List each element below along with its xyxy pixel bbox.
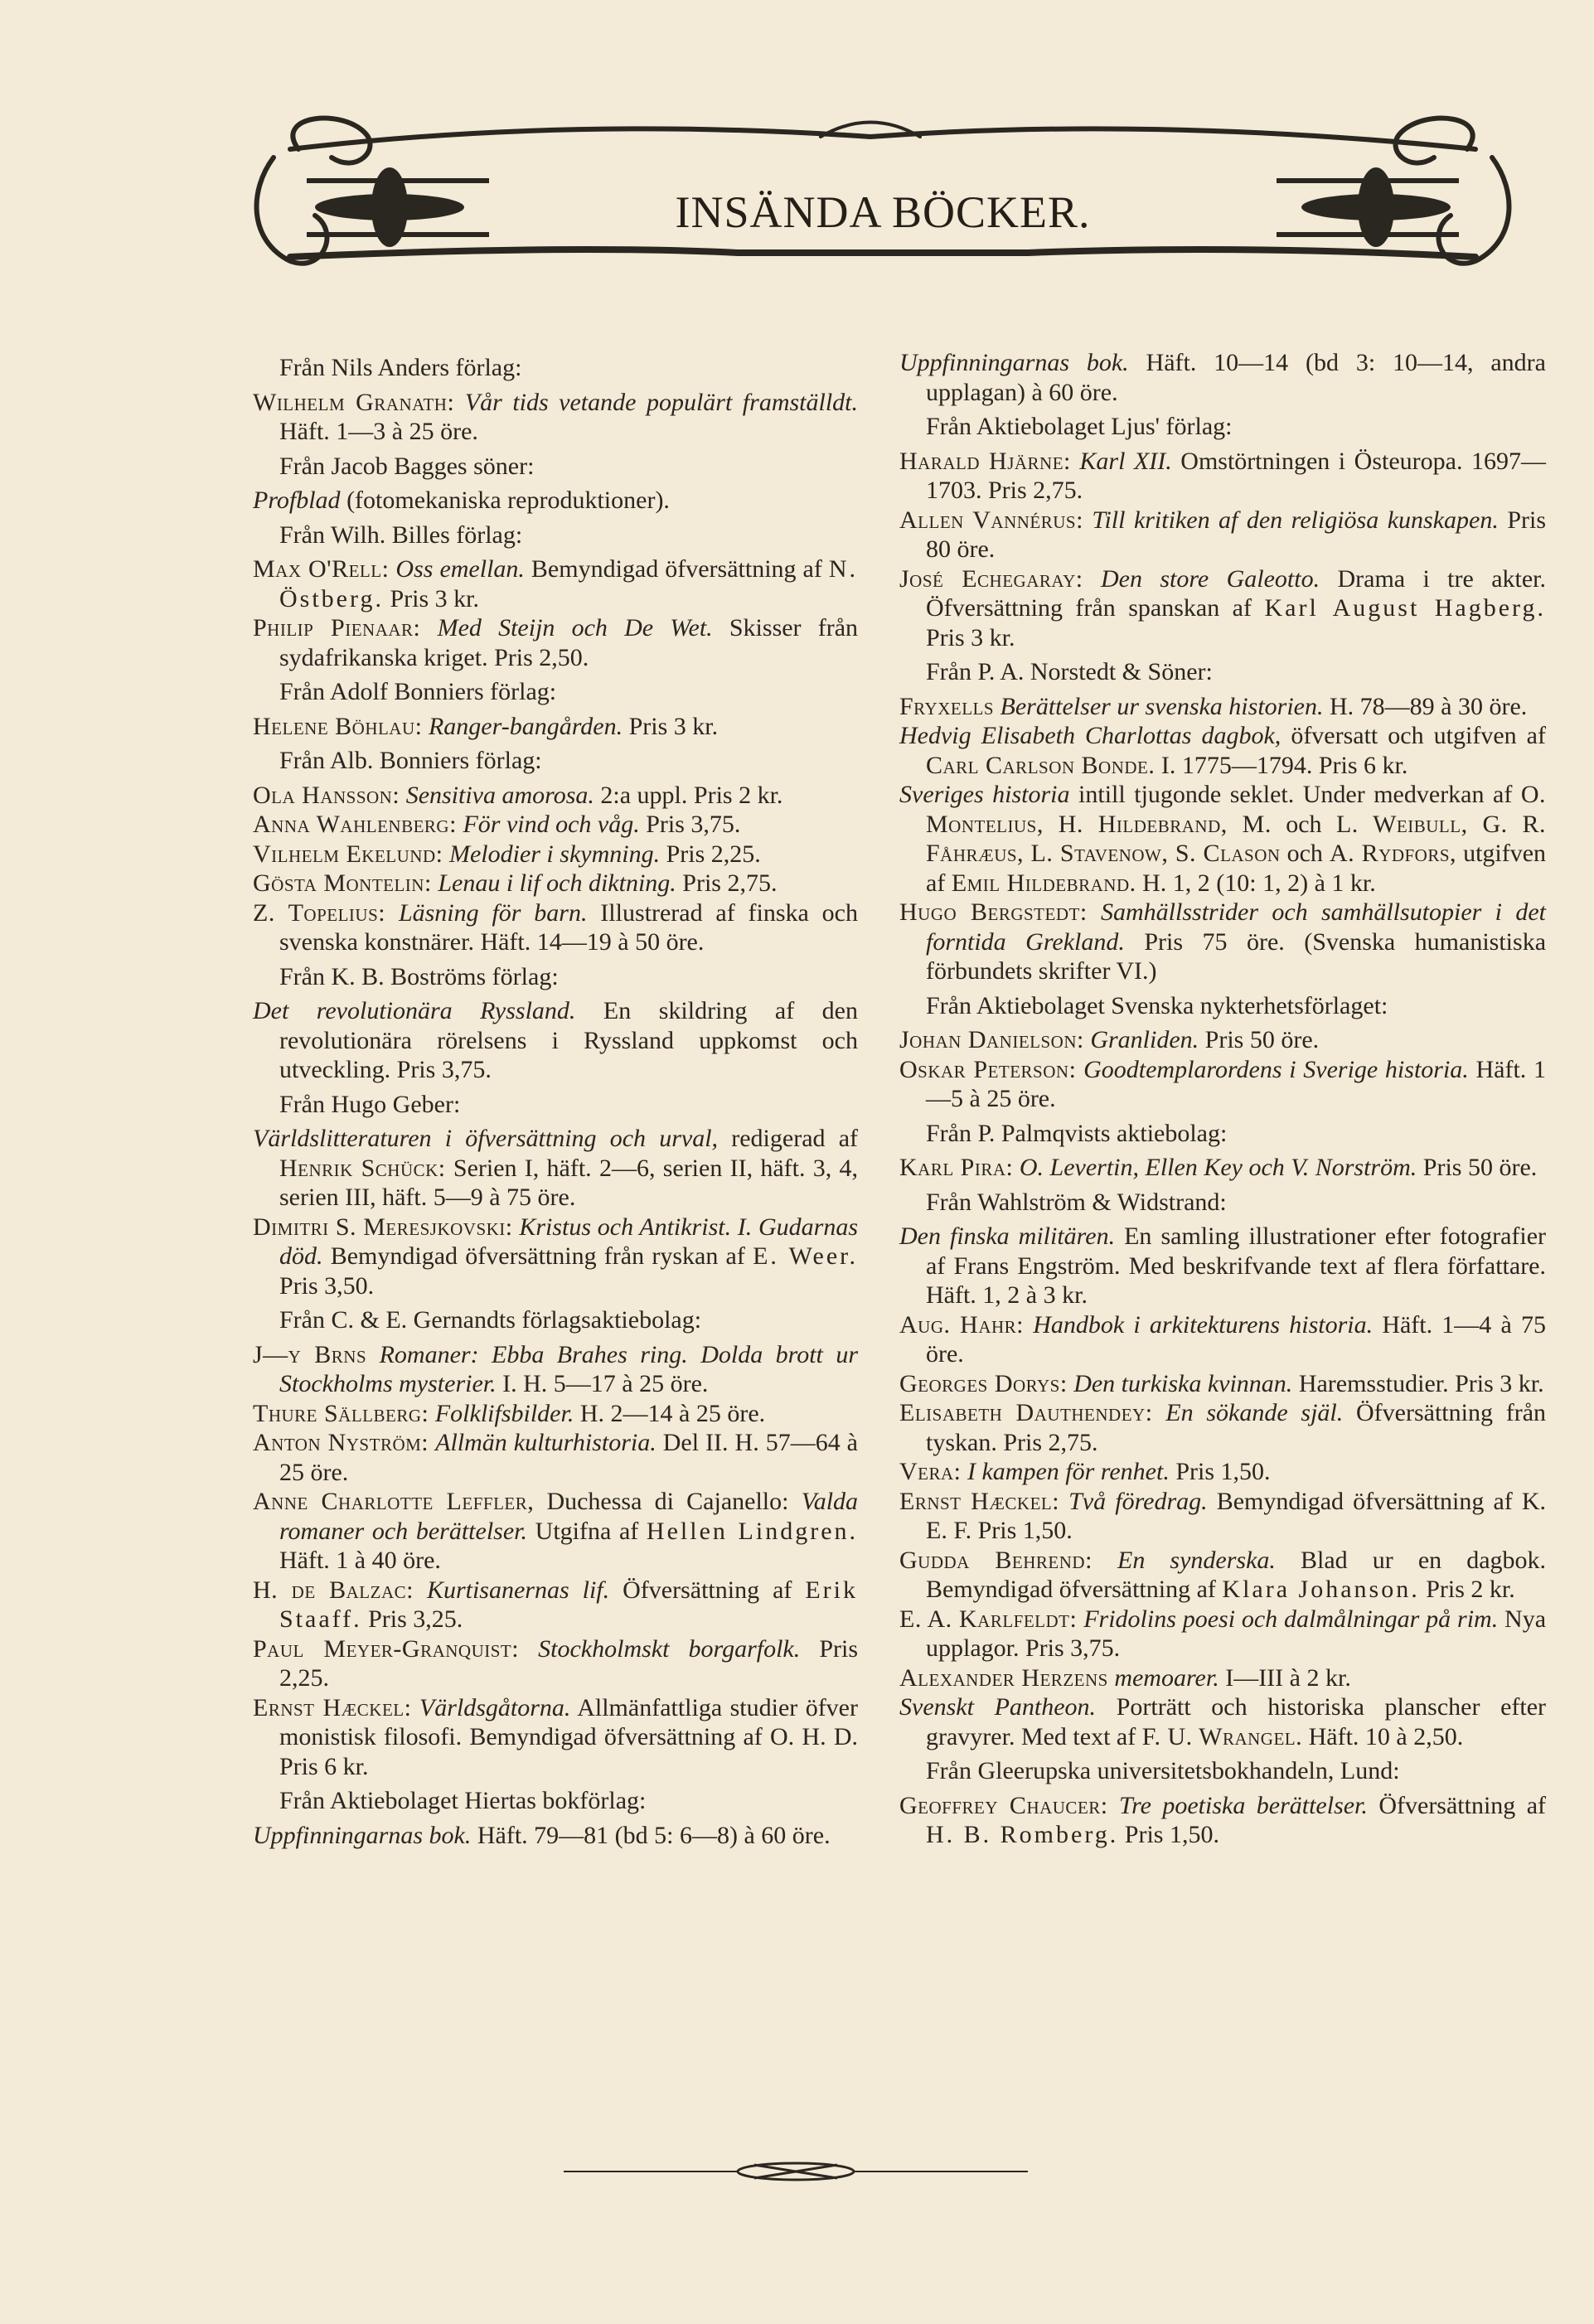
details: öfversatt och utgifven af [1291,722,1546,749]
details: Pris 2,25. [666,840,761,868]
author: Paul Meyer-Granquist: [253,1634,520,1663]
book-title: memoarer. [1114,1663,1219,1692]
book-title: Allmän kulturhistoria. [435,1429,656,1456]
book-entry [899,348,1546,407]
book-entry [253,486,858,516]
author: H. de Balzac: [253,1576,414,1604]
author: E. A. Karlfeldt: [899,1605,1078,1633]
publisher-heading: Från K. B. Boströms förlag: [279,962,559,990]
translator: Klara Johanson. [1222,1576,1420,1603]
author: Alexander Herzens [899,1663,1108,1692]
details: Pris 1,50. [1175,1458,1271,1485]
translator: Erik Staaff. [279,1576,859,1633]
book-entry [253,810,858,840]
book-title: Den store Galeotto. [1101,564,1320,593]
details: Pris 50 öre. [1422,1154,1538,1181]
book-title: Sveriges historia [899,781,1070,808]
details: Duchessa di Cajanello: [546,1488,789,1515]
book-title: Stockholmskt borgarfolk. [538,1634,801,1663]
author: Hugo Bergstedt: [899,898,1088,926]
book-entry [253,1821,858,1851]
translator: E. Weer. [753,1242,858,1270]
author: Georges Dorys: [899,1369,1068,1397]
book-entry [899,1055,1546,1114]
translator: N. Östberg. [279,555,859,612]
book-entry [899,1546,1546,1605]
book-title: Svenskt Pantheon. [899,1693,1097,1721]
publisher-heading: Från Wilh. Billes förlag: [279,520,523,549]
book-title: Oss emellan. [395,555,525,583]
details: Drama i tre akter. Öfversättning från spanskan af [926,564,1547,622]
details: Bemyndigad öfversättning från ryskan af [330,1242,745,1270]
publisher-heading: Från Hugo Geber: [279,1090,461,1118]
book-entry [899,1791,1546,1850]
book-title: Med Steijn och De Wet. [437,614,713,642]
details: I. H. 5—17 à 25 öre. [502,1370,709,1397]
book-entry [899,1153,1546,1183]
author: Max O'Rell: [253,555,390,583]
editor: Carl Carlson Bonde. [926,751,1156,779]
details: Pris 2,25. [279,1634,859,1692]
publisher-heading: Från Aktiebolaget Ljus' förlag: [926,413,1233,440]
publisher-heading: Från Alb. Bonniers förlag: [279,747,542,774]
details: Bemyndigad öfversättning af K. E. F. Pris 1,50. [926,1487,1546,1544]
price: Pris 3,25. [368,1605,463,1633]
author: Dimitri S. Meresjkovski: [253,1213,513,1241]
contributors: O. Montelius, H. Hildebrand, M. [926,781,1547,838]
book-title: I kampen för renhet. [967,1458,1170,1485]
author: Thure Sällberg: [253,1399,429,1427]
details: Serien I, häft. 2—6, serien II, häft. 3, 4, serien III, häft. 5—9 à 75 öre. [279,1154,859,1211]
details: Blad ur en dagbok. Bemyndigad öfversättning af [926,1546,1547,1603]
book-entry [899,898,1546,986]
author: Anna Wahlenberg: [253,811,457,838]
details: En skildring af den revolutionära rörelsens i Ryssland uppkomst och utveckling. Pris 3,75. [279,997,858,1083]
author: Gudda Behrend: [899,1546,1093,1574]
book-title: Hedvig Elisabeth Charlottas dagbok, [899,722,1281,749]
book-entry [253,869,858,898]
header-banner [240,99,1525,282]
book-title: Två föredrag. [1068,1487,1208,1515]
book-title: En sökande själ. [1165,1399,1344,1426]
publisher-heading: Från C. & E. Gernandts förlagsaktiebolag: [279,1306,702,1334]
details: Pris 75 öre. (Svenska humanistiska förbundets skrifter VI.) [926,927,1547,985]
author: Geoffrey Chaucer: [899,1791,1108,1819]
book-entry [899,1025,1546,1055]
details: Porträtt och historiska planscher efter gravyrer. Med text af [926,1693,1547,1750]
book-entry [899,1663,1546,1693]
book-title: Världslitteraturen i öfversättning och urval, [253,1125,719,1152]
book-entry [253,1693,858,1782]
book-entry [899,447,1546,506]
book-entry [899,1692,1546,1751]
book-entry [253,1576,858,1634]
book-title: Folklifsbilder. [434,1399,574,1427]
price: Pris 1,50. [1124,1821,1219,1848]
book-title: Melodier i skymning. [448,840,661,868]
author: Johan Danielson: [899,1026,1084,1053]
details: och [1286,810,1322,838]
details: Omstörtningen i Östeuropa. 1697—1703. Pris 2,75. [926,447,1547,504]
book-entry [899,1398,1546,1457]
details: En samling illustrationer efter fotografier af Frans Engström. Med beskrifvande text af flera författare. Häft. 1, 2 à 3 kr. [926,1223,1547,1309]
book-title: Uppfinningarnas bok. [899,349,1129,376]
book-title: Kurtisanernas lif. [426,1576,610,1604]
book-title: Romaner: Ebba Brahes ring. Dolda brott ur Stockholms mysterier. [279,1340,859,1397]
author: Harald Hjärne: [899,447,1071,475]
book-entry [899,1487,1546,1546]
book-title: För vind och våg. [463,811,640,838]
book-title: Ranger-bangården. [428,712,623,740]
publisher-heading: Från Jacob Bagges söner: [279,452,535,480]
author: Allen Vannérus: [899,506,1083,534]
book-entry [253,898,858,957]
book-title: Berättelser ur svenska historien. [1000,692,1324,720]
book-title: Karl XII. [1079,447,1172,475]
author: Aug. Hahr: [899,1310,1025,1339]
publisher-heading: Från Wahlström & Widstrand: [926,1188,1227,1216]
editor: Henrik Schück: [279,1154,446,1182]
details: och [1286,840,1323,867]
publisher-heading: Från Adolf Bonniers förlag: [279,678,557,705]
book-title: Det revolutionära Ryssland. [253,997,576,1024]
author: Ernst Hæckel: [899,1487,1060,1515]
book-entry [253,1340,858,1399]
details: Häft. 79—81 (bd 5: 6—8) à 60 öre. [477,1821,831,1849]
details: intill tjugonde seklet. Under medverkan af [1078,781,1513,808]
book-entry [253,554,858,613]
contributors: L. Weibull, G. R. Fåhræus, L. Stavenow, S. Clason [926,810,1547,867]
book-entry [253,1124,858,1213]
details: Öfversättning af [1378,1791,1547,1819]
details: Bemyndigad öfversättning af [531,555,822,583]
translator: Karl August Hagberg. [1264,594,1546,622]
publisher-heading: Från Aktiebolaget Hiertas bokförlag: [279,1787,647,1814]
book-entry [899,692,1546,722]
details: Del II. H. 57—64 à 25 öre. [279,1429,858,1486]
book-entry [899,506,1546,564]
author: Oskar Peterson: [899,1055,1077,1083]
author: J—y Brns [253,1340,367,1368]
author: Vilhelm Ekelund: [253,840,443,868]
details: utgifven af [926,840,1547,897]
book-entry [253,1428,858,1487]
author: Philip Pienaar: [253,614,421,642]
right-column [899,348,1546,1850]
details: Nya upplagor. Pris 3,75. [926,1605,1547,1662]
price: Häft. 1 à 40 öre. [279,1547,441,1574]
details: Illustrerad af finska och svenska konstnärer. Häft. 14—19 à 50 öre. [279,898,858,956]
book-entry [253,712,858,742]
price: I. 1775—1794. Pris 6 kr. [1160,751,1408,779]
author: Gösta Montelin: [253,869,432,897]
details: Haremsstudier. Pris 3 kr. [1298,1369,1544,1397]
book-title: Världsgåtorna. [419,1693,571,1721]
details: I—III à 2 kr. [1225,1663,1351,1692]
book-entry [253,996,858,1085]
book-entry [899,1222,1546,1310]
details: Häft. 1—3 à 25 öre. [279,418,478,445]
details: Utgifna af [535,1517,639,1545]
author: Karl Pira: [899,1154,1014,1181]
book-title: En synderska. [1117,1546,1276,1574]
details: H. 2—14 à 25 öre. [579,1399,766,1427]
book-title: Granliden. [1090,1026,1199,1053]
book-title: Sensitiva amorosa. [405,781,594,809]
book-entry [899,1457,1546,1487]
author: Helene Böhlau: [253,712,423,740]
book-title: Lenau i lif och diktning. [438,869,676,897]
book-title: O. Levertin, Ellen Key och V. Norström. [1019,1154,1417,1181]
details: Pris 2,75. [682,869,778,897]
translator: H. B. Romberg. [926,1821,1119,1848]
details: Skisser från sydafrikanska kriget. Pris 2,50. [279,614,859,671]
book-title: Fridolins poesi och dalmålningar på rim. [1083,1605,1499,1633]
author: Ola Hansson: [253,781,400,809]
book-entry [253,1399,858,1429]
author: Fryxells [899,692,995,720]
book-entry [253,388,858,447]
author: Anne Charlotte Leffler, [253,1488,535,1515]
book-entry [899,1369,1546,1399]
details: 2:a uppl. Pris 2 kr. [600,781,783,809]
details: Häft. 1—4 à 75 öre. [926,1310,1546,1368]
price: Pris 3,50. [279,1271,375,1300]
details: Öfversättning från tyskan. Pris 2,75. [926,1399,1547,1456]
publisher-heading: Från Nils Anders förlag: [279,354,522,381]
publisher-heading: Från Aktiebolaget Svenska nykterhetsförlaget: [926,991,1388,1019]
book-title: Goodtemplarordens i Sverige historia. [1083,1055,1469,1083]
details: H. 78—89 à 30 öre. [1329,692,1528,720]
book-entry [253,613,858,672]
details: Pris 3,75. [646,811,741,838]
book-title: Läsning för barn. [398,898,588,927]
book-entry [253,840,858,869]
book-entry [253,1213,858,1301]
book-title: Valda romaner och berättelser. [279,1488,859,1545]
book-entry [253,1634,858,1693]
price: Pris 3 kr. [926,623,1015,651]
book-entry [899,780,1546,898]
details: Allmänfattliga studier öfver monistisk filosofi. Bemyndigad öfversättning af O. H. D. Pris 6 kr. [279,1693,858,1780]
contributors: A. Rydfors, [1329,840,1457,867]
editor: Hellen Lindgren. [646,1517,859,1545]
page-title: INSÄNDA BÖCKER. [675,187,1091,237]
details: Pris 3 kr. [628,712,719,740]
book-entry [253,1487,858,1576]
author: Elisabeth Dauthendey: [899,1399,1153,1426]
book-title: Uppfinningarnas bok. [253,1821,472,1849]
author: Vera: [899,1458,962,1485]
book-title: Den turkiska kvinnan. [1073,1369,1293,1397]
book-entry [899,564,1546,653]
book-entry [899,1605,1546,1663]
details: (fotomekaniska reproduktioner). [346,487,670,514]
book-entry [899,721,1546,780]
editor: Emil Hildebrand. [951,869,1136,897]
book-title: Kristus och Antikrist. I. Gudarnas död. [279,1213,859,1270]
book-title: Samhällsstrider och samhällsutopier i det forntida Grekland. [926,898,1547,956]
book-title: Den finska militären. [899,1223,1116,1250]
details: redigerad af [731,1125,858,1152]
author: Ernst Hæckel: [253,1693,412,1721]
author: Wilhelm Granath: [253,388,455,416]
author: José Echegaray: [899,564,1083,593]
price: H. 1, 2 (10: 1, 2) à 1 kr. [1142,869,1376,897]
author: Z. Topelius: [253,898,386,927]
publisher-heading: Från P. A. Norstedt & Söner: [926,658,1213,685]
price: Häft. 10 à 2,50. [1308,1722,1464,1750]
price: Pris 3 kr. [390,584,479,612]
book-entry [899,1310,1546,1369]
book-title: Vår tids vetande populärt framställdt. [464,388,858,416]
book-title: Tre poetiska berättelser. [1119,1791,1368,1819]
price: Pris 2 kr. [1426,1576,1515,1603]
publisher-heading: Från Gleerupska universitetsbokhandeln, Lund: [926,1757,1400,1784]
details: Häft. 1—5 à 25 öre. [926,1055,1547,1112]
publisher-heading: Från P. Palmqvists aktiebolag: [926,1119,1228,1147]
details: Öfversättning af [623,1576,792,1604]
book-title: Profblad [253,487,341,514]
details: Pris 80 öre. [926,506,1546,563]
end-ornament [564,2155,1028,2188]
book-title: Till kritiken af den religiösa kunskapen. [1092,506,1499,534]
details: Häft. 10—14 (bd 3: 10—14, andra upplagan) à 60 öre. [926,349,1546,406]
book-title: Handbok i arkitekturens historia. [1033,1310,1374,1339]
details: Pris 50 öre. [1204,1026,1320,1053]
author: Anton Nyström: [253,1429,429,1456]
left-column [253,348,858,1850]
book-entry [253,781,858,811]
editor: F. U. Wrangel. [1141,1722,1303,1750]
